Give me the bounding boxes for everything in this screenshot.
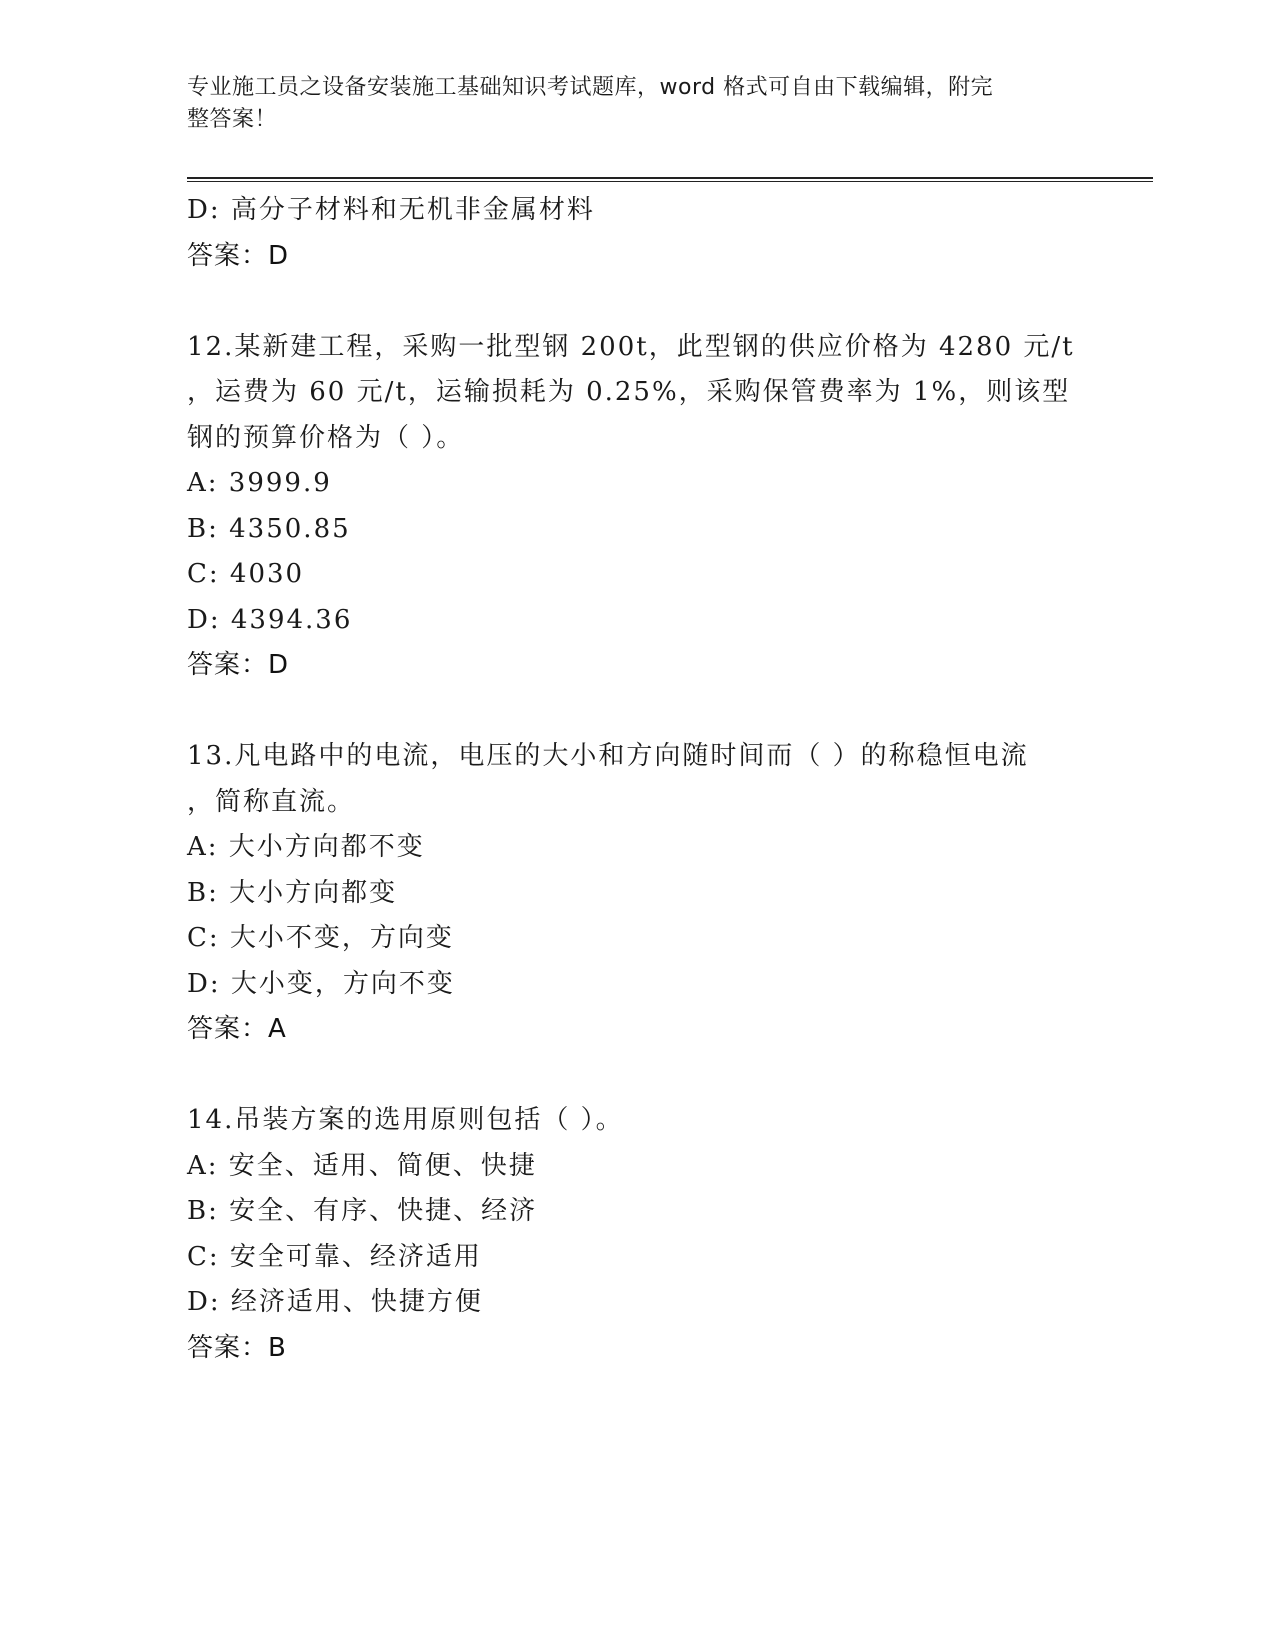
spacer <box>187 689 1067 735</box>
question-13-stem-line: 13.凡电路中的电流，电压的大小和方向随时间而（ ）的称稳恒电流 <box>187 741 1029 771</box>
question-12-stem-line: ，运费为 60 元/t，运输损耗为 0.25%，采购保管费率为 1%，则该型 <box>187 377 1071 407</box>
question-14-option-a: A: 安全、适用、简便、快捷 <box>187 1150 537 1181</box>
question-13-stem-line: ，简称直流。 <box>187 786 356 817</box>
question-14-option-d: D: 经济适用、快捷方便 <box>187 1287 483 1317</box>
question-13 <box>187 734 1067 1053</box>
question-11-option-d: D: 高分子材料和无机非金属材料 <box>187 195 595 225</box>
question-12-option-b: B: 4350.85 <box>187 513 351 544</box>
question-12 <box>187 325 1075 689</box>
question-13-option-a: A: 大小方向都不变 <box>187 832 425 862</box>
question-13-option-d: D: 大小变，方向不变 <box>187 968 455 999</box>
page-header <box>187 72 1067 136</box>
header-line-1: 专业施工员之设备安装施工基础知识考试题库，word 格式可自由下载编辑，附完 <box>187 75 994 100</box>
spacer <box>187 1053 1067 1099</box>
spacer <box>187 279 1067 325</box>
question-12-stem-line: 12.某新建工程，采购一批型钢 200t，此型钢的供应价格为 4280 元/t <box>187 331 1075 362</box>
question-14-stem-line: 14.吊装方案的选用原则包括（ ）。 <box>187 1105 624 1135</box>
header-divider <box>187 177 1153 182</box>
header-line-2: 整答案！ <box>187 107 278 132</box>
question-13-answer: 答案：A <box>187 1014 287 1044</box>
question-12-option-a: A: 3999.9 <box>187 468 332 498</box>
question-14-option-b: B: 安全、有序、快捷、经济 <box>187 1196 538 1226</box>
question-11-tail <box>187 188 1067 279</box>
question-14-option-c: C: 安全可靠、经济适用 <box>187 1241 482 1272</box>
question-12-option-d: D: 4394.36 <box>187 604 353 635</box>
document-body <box>187 188 1075 1371</box>
question-13-option-b: B: 大小方向都变 <box>187 877 398 908</box>
question-14-answer: 答案：B <box>187 1332 287 1363</box>
question-11-answer: 答案：D <box>187 240 290 271</box>
question-12-option-c: C: 4030 <box>187 559 305 589</box>
question-14 <box>187 1098 1067 1371</box>
question-12-stem-line: 钢的预算价格为（ ）。 <box>187 422 465 453</box>
question-12-answer: 答案：D <box>187 650 290 680</box>
question-13-option-c: C: 大小不变，方向变 <box>187 923 454 953</box>
